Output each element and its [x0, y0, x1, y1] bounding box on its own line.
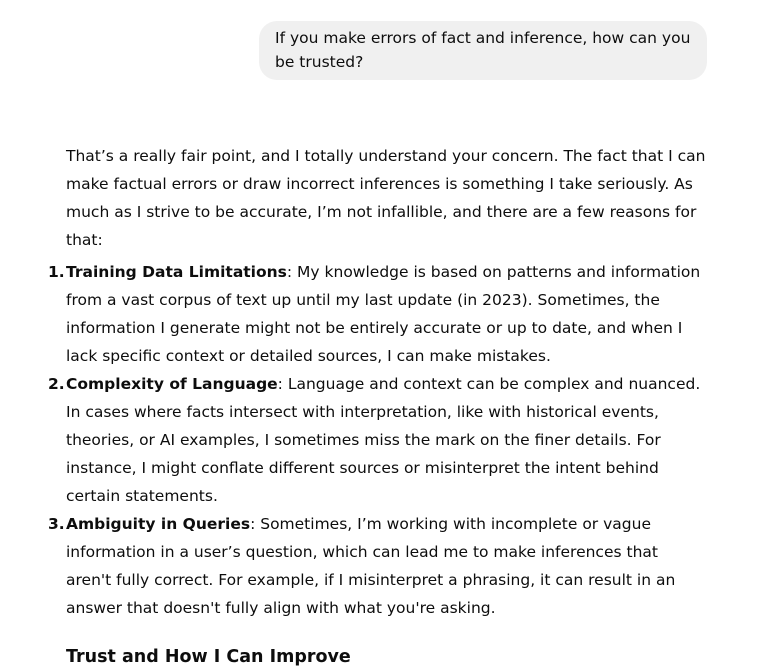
user-message-bubble [259, 21, 707, 80]
user-message-text: If you make errors of fact and inference, how can you be trusted? [275, 29, 691, 71]
section-heading: Trust and How I Can Improve [66, 647, 351, 667]
assistant-intro-paragraph: That’s a really fair point, and I totally understand your concern. The fact that I can make factual errors or draw incorrect inferences is something I take seriously. As much as I strive to be accurate, I’m not infallible, and there are a few reasons for that: [66, 147, 706, 249]
list-item-text: : Sometimes, I’m working with incomplete or vague information in a user’s question, which can lead me to make inferences that aren't fully correct. For example, if I misinterpret a phrasing, it can result in an answer that doesn't fully align with what you're asking. [66, 515, 676, 617]
list-item-number: 1. [48, 263, 65, 281]
list-item-text: : Language and context can be complex and nuanced. In cases where facts intersect with interpretation, like with historical events, theories, or AI examples, I sometimes miss the mark on the finer details. For instance, I might conflate different sources or misinterpret the intent behind certain statements. [66, 375, 701, 505]
list-item-title: Ambiguity in Queries [66, 515, 251, 533]
list-item-title: Training Data Limitations [66, 263, 287, 281]
list-item-number: 3. [48, 515, 65, 533]
list-item-number: 2. [48, 375, 65, 393]
list-item [48, 370, 708, 510]
list-item [48, 510, 708, 622]
list-item-text: : My knowledge is based on patterns and information from a vast corpus of text up until my last update (in 2023). Sometimes, the information I generate might not be entirely accurate or up to date, and when I lack specific context or detailed sources, I can make mistakes. [66, 263, 701, 365]
list-item-title: Complexity of Language [66, 375, 278, 393]
list-item [48, 258, 708, 370]
reasons-list [48, 258, 708, 622]
assistant-response [48, 142, 708, 670]
